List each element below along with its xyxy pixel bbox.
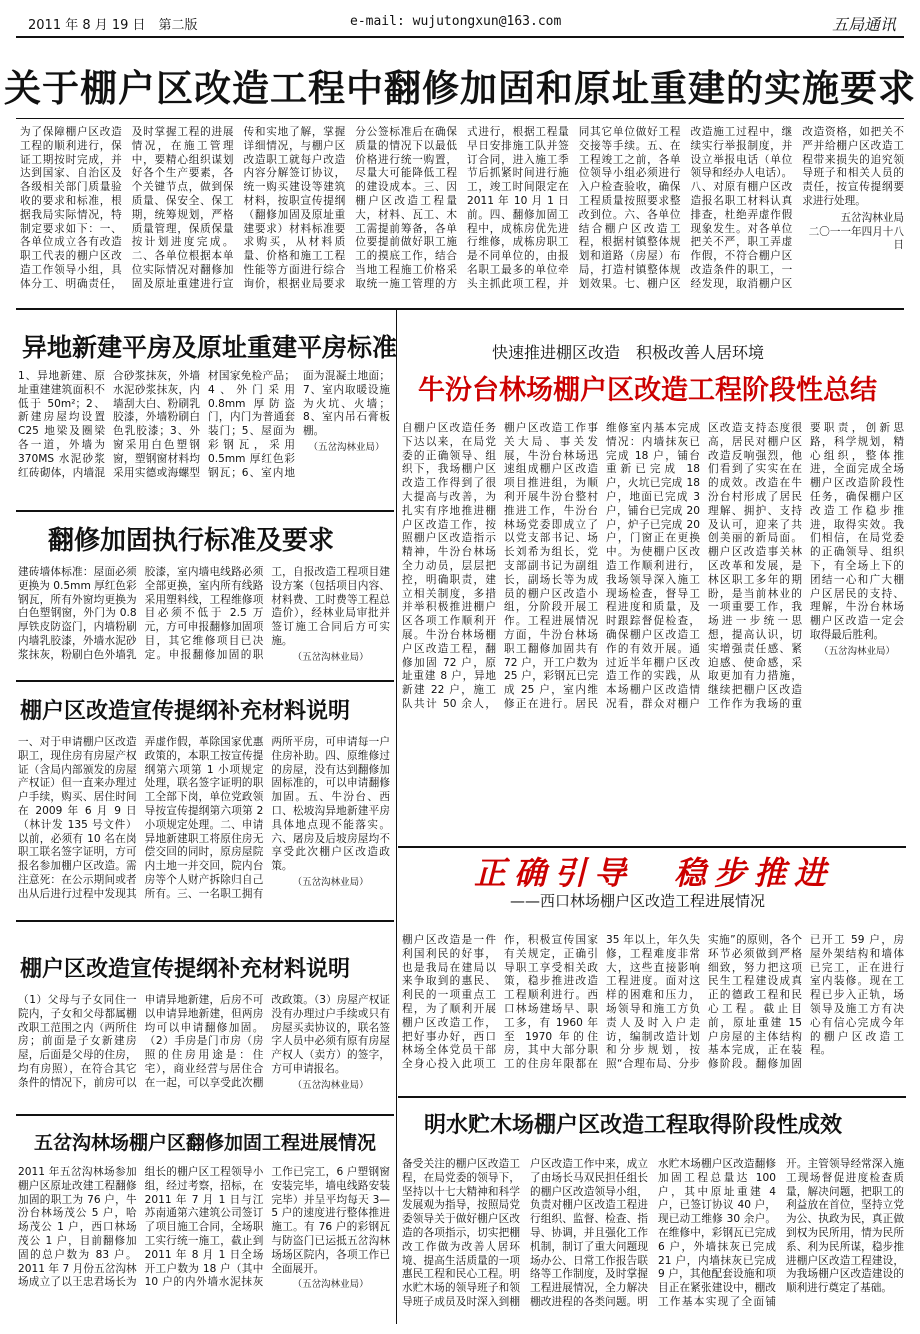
- sec2-author: （五岔沟林业局）: [292, 651, 369, 663]
- sec7-subtitle: ——西口林场棚户区改造工程进展情况: [510, 892, 766, 910]
- sec4-title: 棚户区改造宣传提纲补充材料说明: [20, 957, 351, 982]
- sec6-author: （五岔沟林业局）: [818, 645, 895, 657]
- sec2-divider: [16, 680, 394, 682]
- sec3-body: 一、对于申请棚户区改造职工，现住房有房屋产权证（含局内部颁发的房屋产权证）但一直来办理过户手续，购买、居住时间在 2009 年 6 月 9 日（林计发 135 号文件）以前，必须有 10 名在岗职工联名签字证明，方可报名参加棚户区改造。需注意死：在公示期间或者出从后进行过程中发现其弄虚作假，革除国家优惠政策的，本职工按宣传提纲第六项第 1 小项规定处理，联名签字证明的职工全部下岗，单位党政领导按宣传提纲第六项第 2 小项规定处理。二、申请异地新建职工将原住房无偿交回的同时，原房屋院内土地一并交回，院内台房等个人财产拆除归自己所有。三、一名职工拥有两所平房，可申请每一户住房补助。四、原维修过的房屋，没有达到翻修加固标准的，可以申请翻修加固。五、牛汾台、西口、松坡沟异地新建平房具体地点现不能落实。六、屠房及后坡房屋均不享受此次棚户区改造政策。 （五岔沟林业局）: [18, 736, 390, 900]
- sec5-body: 2011 年五岔沟林场参加棚户区原址改建工程翻修加固的职工为 76 户，牛汾台林场茂公 5 户，哈场茂公 1 户，西口林场茂公 1 户，目前翻修加固的总户数为 83 户。2011 年 7 月份五岔沟林场成立了以王忠君场长为组长的棚户区工程领导小组，经过考察，招标，在 2011 年 7 月 1 日与江苏南通第六建筑公司签订了项目施工合同，全场职工实行统一施工，截止到 2011 年 8 月 1 日全场开工户数为 18 户（其中 10 户的内外墙水泥抹灰工作已完工，6 户塑钢窗安装完毕，墙电线路安装完毕）并呈平均每天 3—5 户的速度进行整体推进施工。有 76 户的彩钢瓦与防盗门已运抵五岔沟林场场区院内，各项工作已全面展开。 （五岔沟林业局）: [18, 1166, 390, 1291]
- sec3-divider: [16, 920, 394, 922]
- sec2-body: 建砖墙体标准：屋面必须更换为 0.5mm 厚红色彩钢瓦，所有外窗均更换为白色塑钢窗，外门为 0.8 厚铁皮防盗门，内墙粉刷内墙乳胶漆，外墙水泥砂浆抹灰，粉刷白色外墙乳胶漆，室内墙电线路必须全部更换，室内所有线路采用塑料线，工程维修项目必须不低于 2.5 万元，方可申报翻修加固项目，其它维修项目已决定。申报翻修加固的职工，自报改造工程项目建设方案（包括项目内容、材料费、工时费等工程总造价），经林业局审批并签订施工合同后方可实施。 （五岔沟林业局）: [18, 566, 390, 663]
- sec7-title: 正确引导 稳步推进: [474, 854, 835, 892]
- sec4-author: （五岔沟林业局）: [292, 1079, 369, 1091]
- headline-divider: [16, 118, 904, 119]
- sec1-body: 1、异地新建、原址重建建筑面积不低于 50m²；2、新建房屋均设置 C25 地梁及圈梁各一道，外墙为 370MS 水泥砂浆红砖砌体，内墙混合砂浆抹灰，外墙水泥砂浆抹灰，内墙刮大白、粉刷乳胶漆，外墙粉刷白色乳胶漆；3、外窗采用白色塑钢窗，塑钢窗材料均采用实德或海螺型材国家免检产品；4、外门采用 0.8mm 厚防盗门，内门为普通套装门；5、屋面为彩钢瓦，采用 0.5mm 厚红色彩钢瓦；6、室内地面为混凝土地面；7、室内取暖设施为火坑、火墙；8、室内吊石膏板棚。 （五岔沟林业局）: [18, 370, 390, 479]
- column-divider: [396, 310, 397, 1324]
- sec5-title: 五岔沟林场棚户区翻修加固工程进展情况: [34, 1132, 377, 1154]
- sec5-author: （五岔沟林业局）: [292, 1279, 369, 1291]
- sec4-body: （1）父母与子女同住一院内，子女和父母都属棚改职工范围之内（两所住房；前面是子女新建房屋，后面是父母的住房，均有房照），在符合其它条件的情况下，前房可以申请异地新建，后房不可以申请异地新建，但两房均可以申请翻修加固。（2）手房是门市房（房照的住房用途是：住宅），商业经营与居住合在一起，可以享受此次棚改政策。（3）房屋产权证没有办理过户手续或只有房屋买卖协议的，联名签字人员中必须有原有房屋产权人（卖方）的签字，方可申请报名。 （五岔沟林业局）: [18, 994, 390, 1091]
- sec3-title: 棚户区改造宣传提纲补充材料说明: [20, 699, 351, 724]
- sec7-body: 棚户区改造是一件利国利民的好事，也是我局在建局以来争取到的惠民、利民的一项重点工程，为了顺利开展棚户区改造工作，把好事办好，西口林场全体党员干部全身心投入此项工作，积极宣传国家有关规定，正确引导职工享受相关政策，稳步推进改造工程顺利进行。西口林场建场早、职工多，有 1960 年至 1970 年的住房，其中大部分职工的住房年限都在 35 年以上，年久失修，工程难度非常大，这些直接影响工程进度。面对这样的困难和压力，场领导和施工方负责人及时入户走访，编制改造计划和分步规划，按照“合理布局、分步实施”的原则，各个环节必须做到严格细致，努力把这项民生工程建设成真正的德政工程和民心工程。截止目前，原址重建 15 户房屋的主体结构基本完成，正在装修阶段。翻修加固已开工 59 户，房屋外架结构和墙体已完工，正在进行室内装修。现在工程已步入正轨，场领导及施工方有决心有信心完成今年的棚户区改造工程。: [402, 934, 904, 1071]
- sec1-divider: [16, 510, 394, 512]
- main-headline: 关于棚户区改造工程中翻修加固和原址重建的实施要求: [4, 66, 916, 110]
- header-divider: [16, 36, 904, 38]
- sec8-title: 明水贮木场棚户区改造工程取得阶段性成效: [424, 1113, 843, 1138]
- main-bottom-divider: [16, 308, 904, 310]
- sec6-kicker: 快速推进棚区改造 积极改善人居环境: [492, 343, 765, 362]
- sec2-title: 翻修加固执行标准及要求: [48, 526, 335, 556]
- main-article-date: 二〇一一年四月十八日: [808, 225, 904, 252]
- page-header: [0, 0, 920, 44]
- sec6-title: 牛汾台林场棚户区改造工程阶段性总结: [418, 375, 877, 406]
- sec1-title: 异地新建平房及原址重建平房标准: [22, 333, 398, 362]
- email[interactable]: e-mail: wujutongxun@163.com: [350, 14, 562, 29]
- sec6-body: 自棚户区改造任务下达以来，在局党委的正确领导、组织下，我场棚户区改造工作得到了很大提高与改善，为扎实有序地推进棚户区改造工作，按照棚户区改造指示精神，牛汾台林场全力动员，层层把控，明确职责，建立相关制度，多措并举积极推进棚户区各项工作顺利开展。牛汾台林场棚户区改造工程，翻修加固 72 户，原址重建 8 户，异地新建 22 户，施工队共计 50 余人，棚户区改造工作事关大局、事关发展，牛汾台林场迅速组成棚户区改造项目推进组，为顺利开展牛汾台整村推进工作，牛汾台林场党委即成立了以党支部书记、场长刘希为组长，党支部副书记为副组长，副场长等为成员的棚户区改造小组，分阶段开展工作。工程进展情况方面，牛汾台林场职工翻修加固共有 72 户，开工户数为 25 户，彩钢瓦已完成 25 户，室内维修正在进行。居民维修室内基本完成情况：内墙抹灰已完成 18 户，铺台重新已完成 18 户，火坑已完成 18 户，地面已完成 3 户，铺台已完成 20 户，炉子已完成 20 户，门窗正在更换中。为使棚户区改造工作顺利进行，我场领导深入施工现场检查，督导工程进度和质量，及时跟踪督促检查，确保棚户区改造工作的有效开展。通过近半年棚户区改造工作的实践，从本场棚户区改造情况看，群众对棚户区改造支持态度很高，居民对棚户区改造反响强烈，他们看到了实实在在的成效。改造在牛汾台村形成了居民理解、拥护、支持及认可，迎来了共创美丽的新局面。棚户区改造事关林区改革和发展，是林区职工多年的期盼，是当前林业的一项重要工作，我场进一步统一思想，提高认识，切实增强责任感、紧迫感、使命感，采取更加有力措施，继续把棚户区改造工作作为我场的重要职责，创新思路，科学规划，精心组织，整体推进，全面完成全场棚户区改造阶段性任务，确保棚户区改造工作稳步推进，取得实效。我们相信，在局党委的正确领导、组织下，有全场上下的团结一心和广大棚户区居民的支持、理解，牛汾台林场棚户区改造一定会取得最后胜利。 （五岔沟林业局）: [402, 422, 904, 710]
- paper-name: 五局通讯: [831, 15, 896, 34]
- sec3-author: （五岔沟林业局）: [292, 876, 369, 888]
- sec8-body: 备受关注的棚户区改造工程，在局党委的领导下，坚持以十七大精神和科学发展观为指导，按照局党委领导关于做好棚户区改造的各项指示，切实把棚改工作做为改善人居环境、提高生活质量的一项惠民工程和民心工程。明水贮木场的领导班子和领导班子成员及时深入到棚户区改造工作中来，成立了由场长马双民担任组长的棚户区改造领导小组，负责对棚户区改造工程进行组织、监督、检查、指导、协调，并且强化工作机制，制订了重大问题现场办公、日常工作报告联络等工作制度，及时掌握工程进展情况，全力解决棚改进程的各类问题。明水贮木场棚户区改造翻修加固工程总量达 100 户，其中原址重建 4 户，已签订协议 40 户，现已动工维修 30 余户。在维修中，彩钢瓦已完成 6 户，外墙抹灰已完成 21 户，内墙抹灰已完成 9 户，其他配套设施和项目正在紧张建设中，棚改工作基本实现了全面铺开。主管领导经常深入施工现场督促进度检查质量，解决问题，把职工的利益放在首位，坚持立党为公、执政为民，真正做到权为民所用，情为民所系、利为民所谋，稳步推进棚户区改造工程建设，为我场棚户区改造建设的顺利进行奠定了基础。: [402, 1158, 904, 1308]
- sec4-divider: [16, 1114, 394, 1116]
- main-article-body: 为了保障棚户区改造工程的顺利进行，保证工期按时完成，并达到国家、自治区及各级相关部门质量验收的要求和标准，根据我局实际情况，特制定要求如下：一、各单位成立各有改造职工代表的棚户区改造工作领导小组，具体分工、明确责任，及时掌握工程的进展情况，在施工管理中，要精心组织谋划好各个生产要素，各个关键节点，做到保质量、保安全、保工期，统筹规划，严格质量管理，保质保量按计划进度完成。二、各单位根据本单位实际情况对翻修加固及原址重建进行宣传和实地了解，掌握详细情况，与棚户区改造职工就每户改造内容分解签订协议，统一购买建设等建筑材料，按职宣传提纲（翻修加固及原址重建要求）材料标准要求购买，从材料质量、价格和施工工程性能等方面进行综合询价，根据业局要求分公签标准后在确保质量的情况下以最低价格进行统一购置，尽量大可能降低工程的建设成本。三、因棚户区改造工程量大，材料、瓦工、木工需提前筹备，各单位要提前做好职工施工的摸底工作，结合当地工程施工价格采取统一施工管理的方式进行，根据工程量早日安排施工队并签订合同，进入施工季节后抓紧时间进行施工，竣工时间限定在 2011 年 10 月 1 日前。四、翻修加固工程中，成栋房优先进行维修，成栋房职工是不同单位的，由报名职工最多的单位牵头主抓此项工程，并同其它单位做好工程交接等手续。五、在工程竣工之前，各单位领导小组必须进行入户检查验收，确保工程质量按照要求整改到位。六、各单位结合棚户区改造工程，根据村镇整体规划和道路（房屋）布局，打造村镇整体规划效果。七、棚户区改造施工过程中，继续实行举报制度，并设立举报电话（单位领导和经办人电话）。八、对原有棚户区改造报名职工材料认真排查，杜绝弄虚作假现象发生。对各单位把关不严，职工弄虚作假，不符合棚户区改造条件的职工，一经发现，取消棚户区改造资格，如把关不严并给棚户区改造工程带来损失的追究领导班子和相关人员的责任，按宣传提纲要求进行处理。 五岔沟林业局 二〇一一年四月十八日: [20, 126, 904, 290]
- sec1-author: （五岔沟林业局）: [308, 441, 385, 453]
- sec7-divider: [398, 1096, 906, 1098]
- main-article-author: 五岔沟林业局: [840, 211, 904, 224]
- date-page: 2011 年 8 月 19 日 第二版: [28, 18, 198, 33]
